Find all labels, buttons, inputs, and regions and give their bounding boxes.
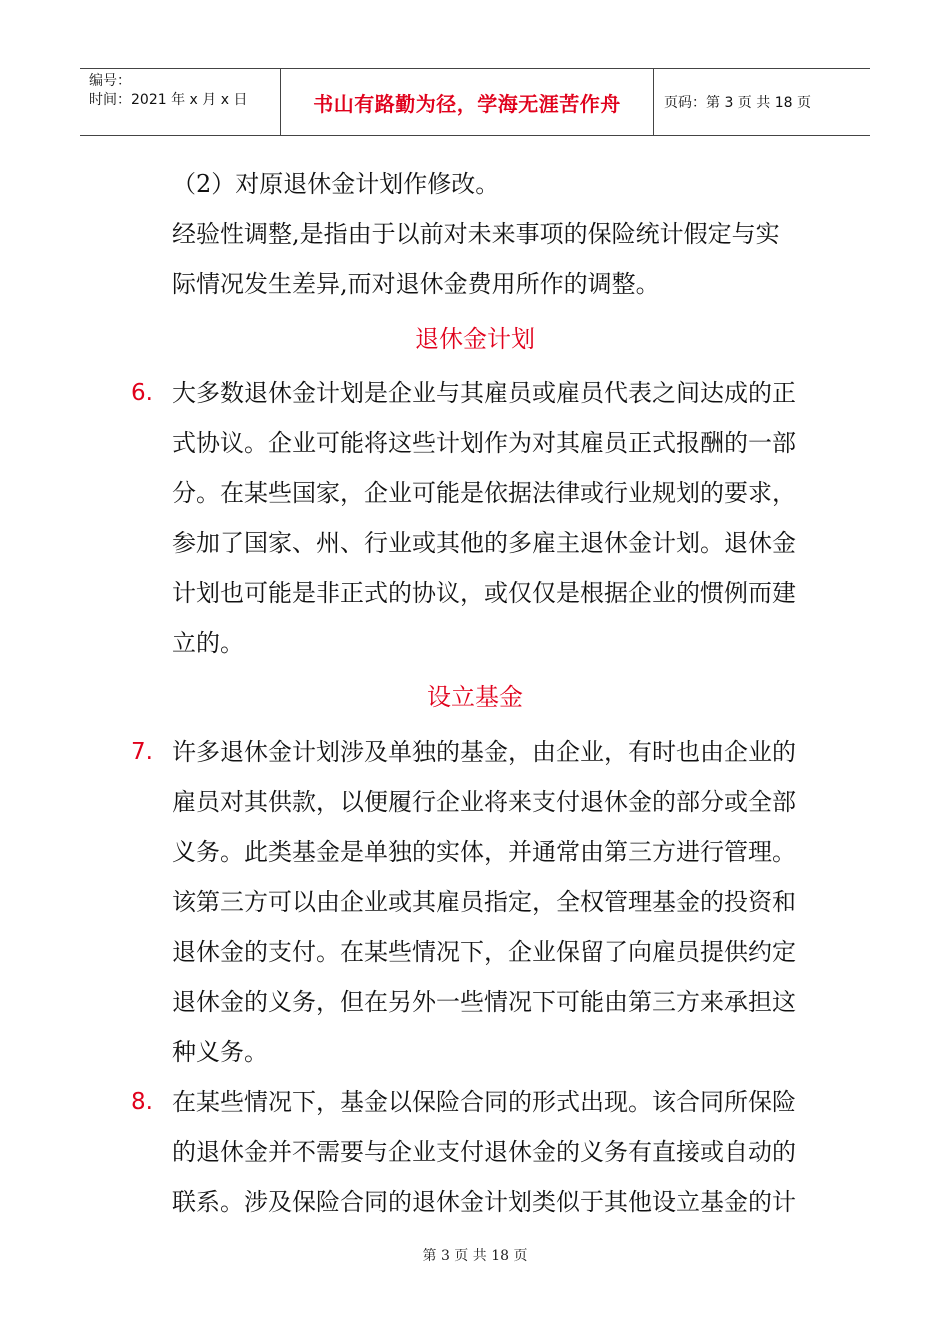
paragraph-line: 计划也可能是非正式的协议，或仅仅是根据企业的惯例而建 <box>172 579 796 607</box>
section-heading: 退休金计划 <box>415 325 535 353</box>
paragraph-number: 8. <box>131 1089 153 1115</box>
paragraph-line: 立的。 <box>172 629 244 657</box>
paragraph-line: 分。在某些国家，企业可能是依据法律或行业规划的要求， <box>172 479 796 507</box>
paragraph-line: 退休金的义务，但在另外一些情况下可能由第三方来承担这 <box>172 988 796 1016</box>
paragraph-line: 退休金的支付。在某些情况下，企业保留了向雇员提供约定 <box>172 938 796 966</box>
page-footer: 第 3 页 共 18 页 <box>422 1248 528 1264</box>
time-label: 时间：2021 年 x 月 x 日 <box>89 92 248 108</box>
paragraph-number: 7. <box>131 739 153 765</box>
paragraph-line: 雇员对其供款，以便履行企业将来支付退休金的部分或全部 <box>172 788 796 816</box>
paragraph-line: 式协议。企业可能将这些计划作为对其雇员正式报酬的一部 <box>172 429 796 457</box>
paragraph-line: 在某些情况下，基金以保险合同的形式出现。该合同所保险 <box>172 1088 796 1116</box>
header-motto: 书山有路勤为径，学海无涯苦作舟 <box>281 69 654 135</box>
number-label: 编号： <box>89 73 131 89</box>
paragraph-line: 参加了国家、州、行业或其他的多雇主退休金计划。退休金 <box>172 529 796 557</box>
paragraph-line: 的退休金并不需要与企业支付退休金的义务有直接或自动的 <box>172 1138 796 1166</box>
paragraph-line: 义务。此类基金是单独的实体，并通常由第三方进行管理。 <box>172 838 796 866</box>
section-heading: 设立基金 <box>427 683 523 711</box>
paragraph-line: 许多退休金计划涉及单独的基金，由企业，有时也由企业的 <box>172 738 796 766</box>
paragraph-line: 联系。涉及保险合同的退休金计划类似于其他设立基金的计 <box>172 1188 796 1216</box>
intro-line: （2）对原退休金计划作修改。 <box>172 170 500 198</box>
intro-line: 际情况发生差异,而对退休金费用所作的调整。 <box>172 270 660 298</box>
page-header <box>80 68 870 136</box>
header-page-info: 页码：第 3 页 共 18 页 <box>664 95 811 111</box>
header-meta <box>80 69 281 135</box>
paragraph-line: 种义务。 <box>172 1038 268 1066</box>
paragraph-number: 6. <box>131 380 153 406</box>
paragraph-line: 该第三方可以由企业或其雇员指定，全权管理基金的投资和 <box>172 888 796 916</box>
paragraph-line: 大多数退休金计划是企业与其雇员或雇员代表之间达成的正 <box>172 379 796 407</box>
intro-line: 经验性调整,是指由于以前对未来事项的保险统计假定与实 <box>172 220 780 248</box>
